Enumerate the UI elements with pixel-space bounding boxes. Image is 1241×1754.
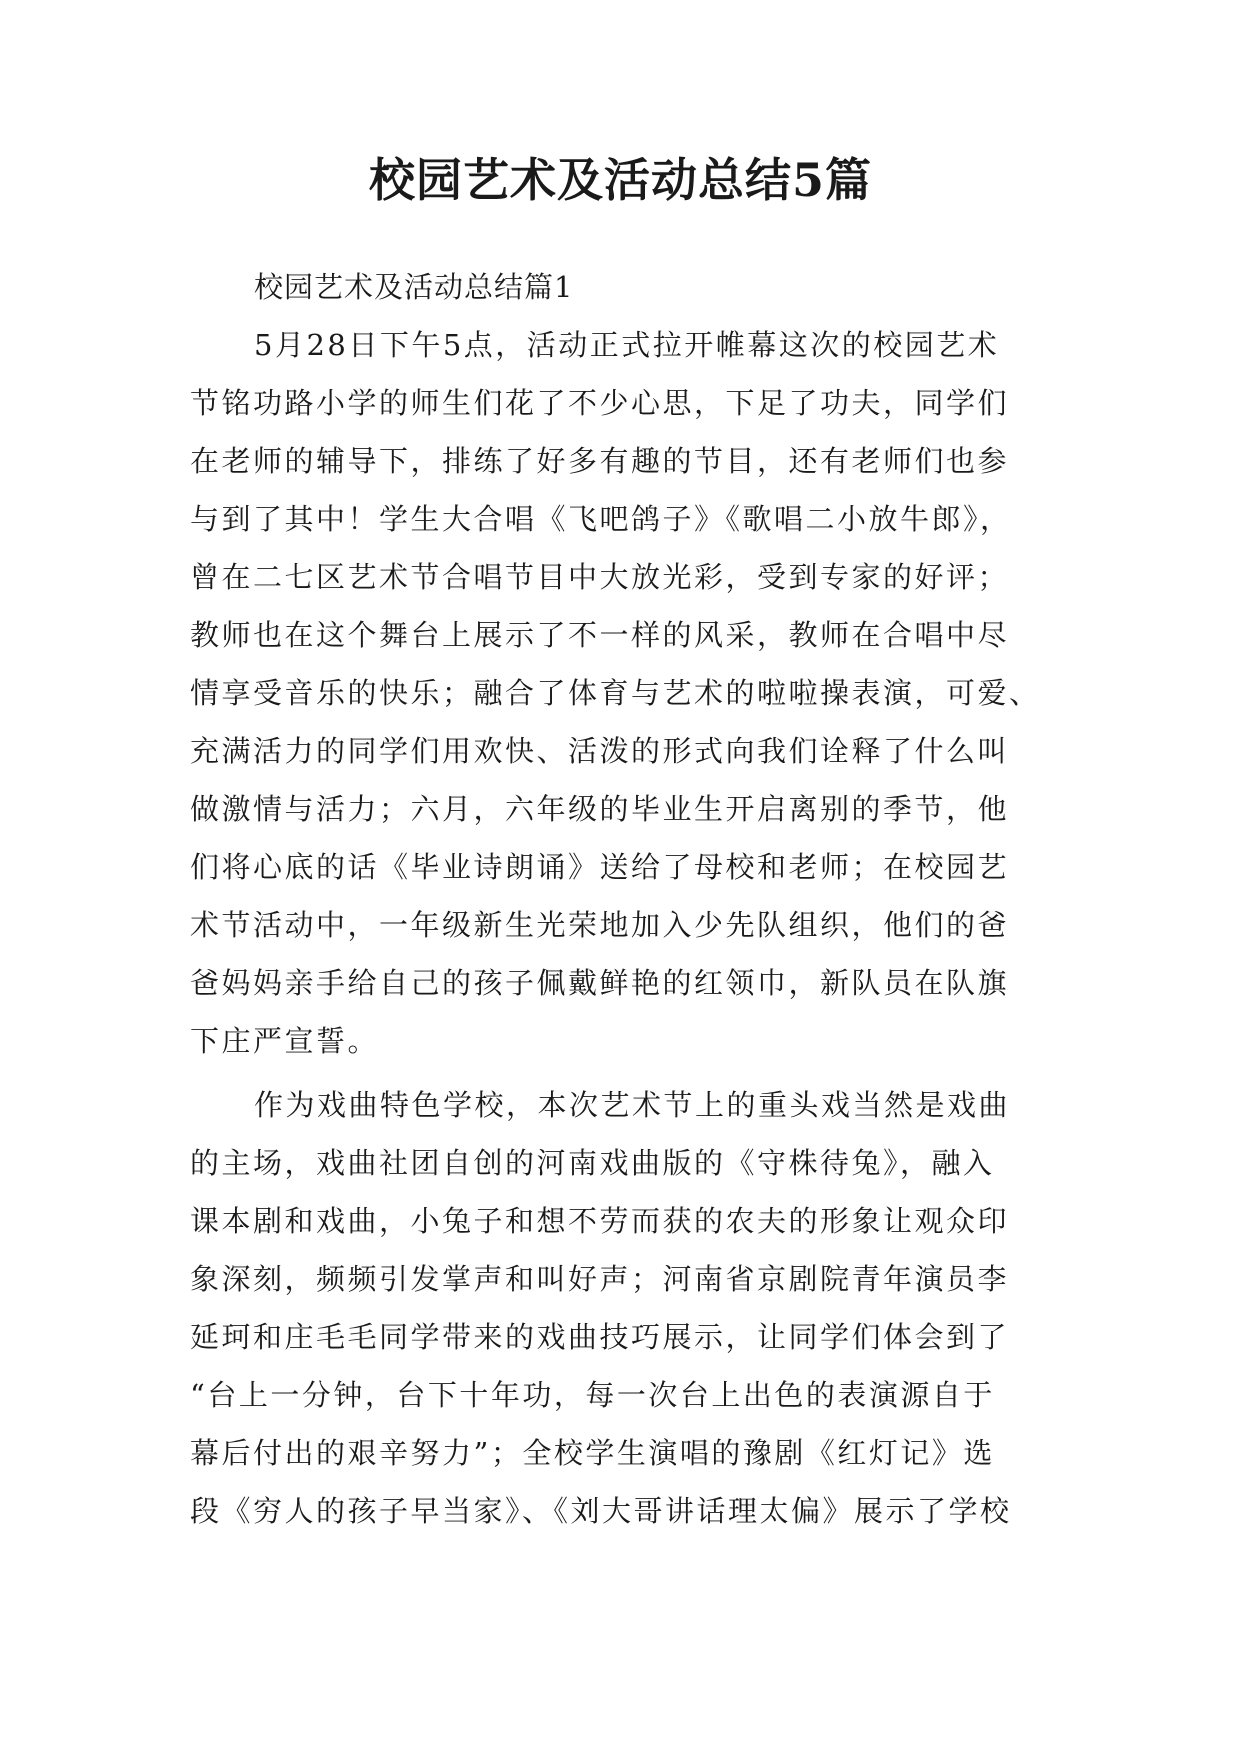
paragraph-line: 充满活力的同学们用欢快、活泼的形式向我们诠释了什么叫 xyxy=(190,734,1010,768)
paragraph-line: 幕后付出的艰辛努力”；全校学生演唱的豫剧《红灯记》选 xyxy=(190,1436,995,1470)
paragraph-line: 5月28日下午5点，活动正式拉开帷幕这次的校园艺术 xyxy=(254,328,1000,362)
paragraph-1 xyxy=(190,316,1052,1070)
paragraph-line: 延珂和庄毛毛同学带来的戏曲技巧展示，让同学们体会到了 xyxy=(190,1320,1010,1354)
paragraph-line: 情享受音乐的快乐；融合了体育与艺术的啦啦操表演，可爱、 xyxy=(190,676,1041,710)
paragraph-line: 爸妈妈亲手给自己的孩子佩戴鲜艳的红领巾，新队员在队旗 xyxy=(190,966,1010,1000)
document-body xyxy=(190,258,1052,1540)
paragraph-line: 与到了其中！学生大合唱《飞吧鸽子》《歌唱二小放牛郎》， xyxy=(190,502,1012,536)
paragraph-line: 们将心底的话《毕业诗朗诵》送给了母校和老师；在校园艺 xyxy=(190,850,1010,884)
paragraph-line: 课本剧和戏曲，小兔子和想不劳而获的农夫的形象让观众印 xyxy=(190,1204,1010,1238)
paragraph-line: 作为戏曲特色学校，本次艺术节上的重头戏当然是戏曲 xyxy=(254,1088,1011,1122)
paragraph-2 xyxy=(190,1076,1052,1540)
paragraph-line: 段《穷人的孩子早当家》、《刘大哥讲话理太偏》展示了学校 xyxy=(190,1494,1012,1528)
paragraph-line: “台上一分钟，台下十年功，每一次台上出色的表演源自于 xyxy=(190,1378,995,1412)
paragraph-line: 象深刻，频频引发掌声和叫好声；河南省京剧院青年演员李 xyxy=(190,1262,1010,1296)
paragraph-line: 节铭功路小学的师生们花了不少心思，下足了功夫，同学们 xyxy=(190,386,1010,420)
paragraph-line: 术节活动中，一年级新生光荣地加入少先队组织，他们的爸 xyxy=(190,908,1010,942)
section-heading: 校园艺术及活动总结篇1 xyxy=(254,270,574,304)
paragraph-line: 在老师的辅导下，排练了好多有趣的节目，还有老师们也参 xyxy=(190,444,1010,478)
paragraph-line: 的主场，戏曲社团自创的河南戏曲版的《守株待兔》，融入 xyxy=(190,1146,995,1180)
paragraph-line: 曾在二七区艺术节合唱节目中大放光彩，受到专家的好评； xyxy=(190,560,1010,594)
document-title: 校园艺术及活动总结5篇 xyxy=(368,153,872,207)
paragraph-line: 下庄严宣誓。 xyxy=(190,1024,380,1058)
paragraph-line: 做激情与活力；六月，六年级的毕业生开启离别的季节，他 xyxy=(190,792,1010,826)
paragraph-line: 教师也在这个舞台上展示了不一样的风采，教师在合唱中尽 xyxy=(190,618,1010,652)
